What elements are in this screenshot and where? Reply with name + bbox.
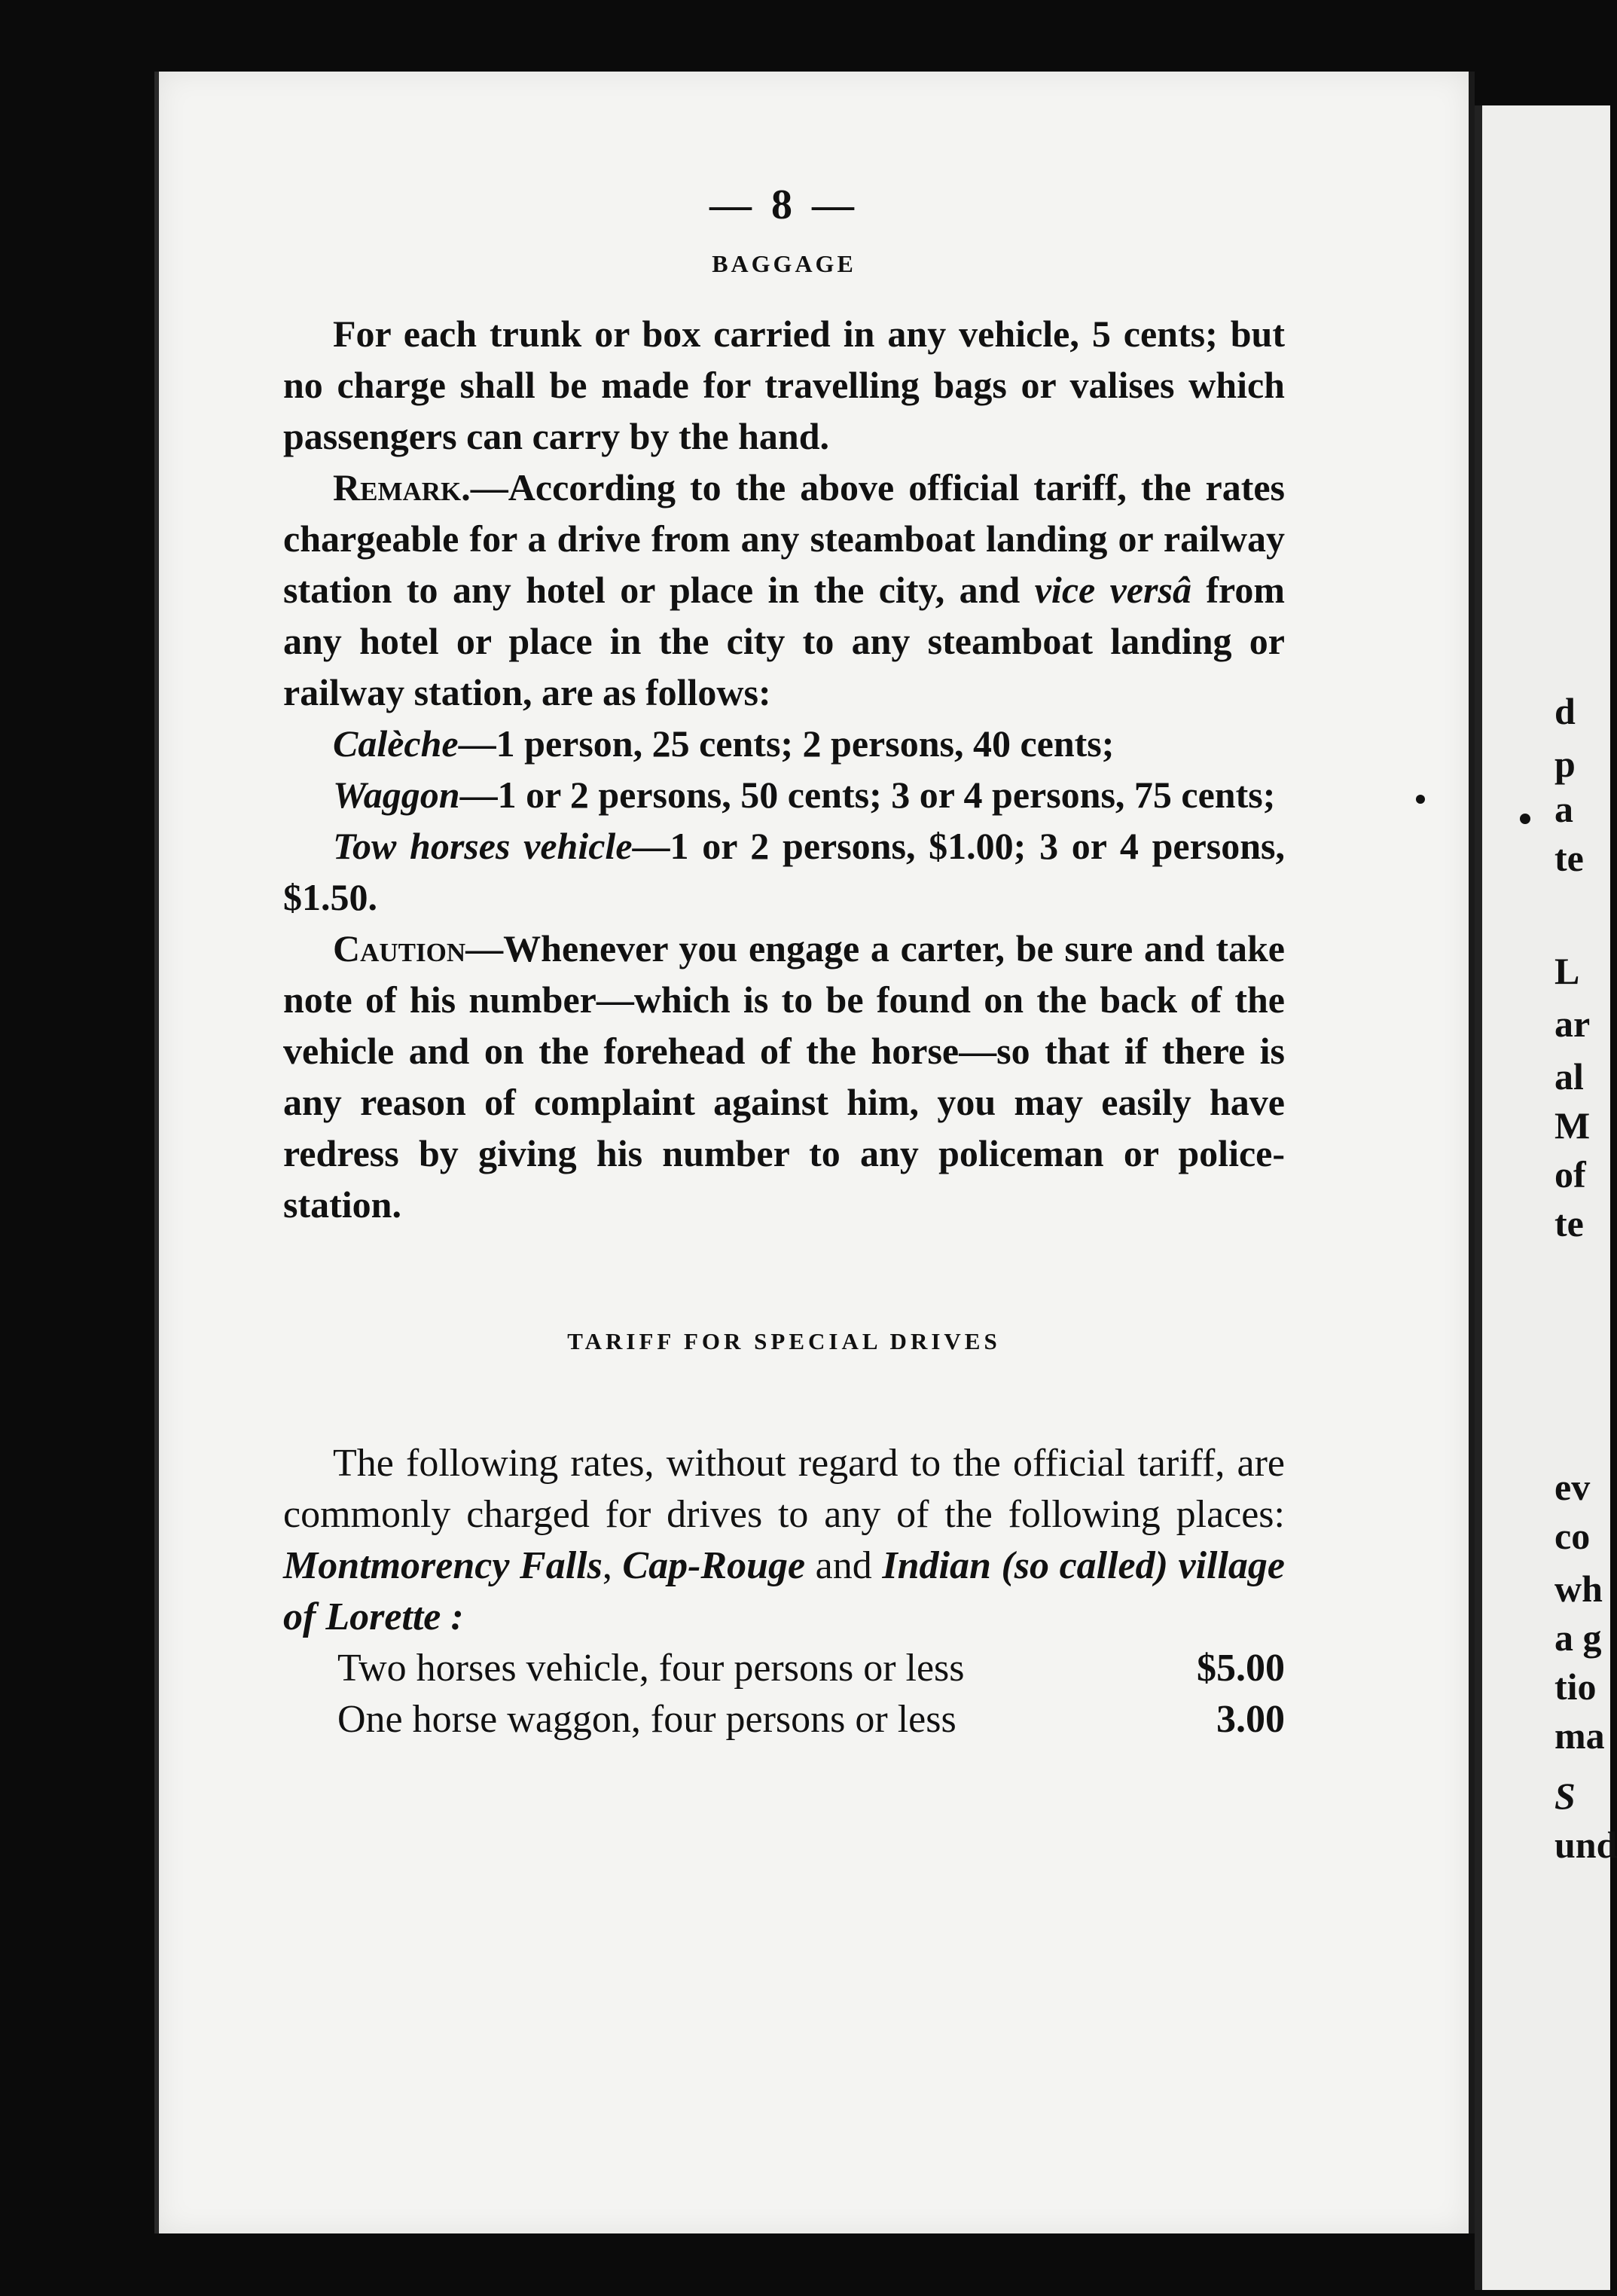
facing-page-fragment: co [1554, 1515, 1591, 1557]
remark-paragraph [283, 462, 1285, 718]
ink-speck [1520, 814, 1530, 824]
tariff-sep: and [805, 1544, 883, 1587]
tariff-heading: TARIFF FOR SPECIAL DRIVES [567, 1328, 1001, 1354]
two-horses-label: Tow horses vehicle [333, 825, 633, 867]
remark-vice-versa: vice versâ [1034, 569, 1191, 611]
special-rate-row [337, 1694, 1285, 1745]
caleche-label: Calèche [333, 722, 459, 765]
caleche-rate [283, 718, 1285, 769]
caution-label: Caution [333, 927, 466, 969]
two-horses-text: —1 or 2 persons, $1.00; 3 or 4 persons, $1.50. [283, 825, 1285, 918]
place-montmorency: Montmorency Falls [283, 1544, 603, 1587]
facing-page [1475, 105, 1617, 2290]
waggon-label: Waggon [333, 774, 460, 816]
page-number: — 8 — [709, 182, 859, 228]
special-rate-price: $5.00 [1197, 1647, 1285, 1690]
facing-page-fragment: te [1554, 1202, 1584, 1244]
facing-page-fragment: ma [1554, 1714, 1605, 1757]
caution-paragraph [283, 923, 1285, 1230]
facing-page-fragment: S [1554, 1775, 1576, 1817]
remark-text-b: from any hotel or place in the city to any steamboat landing or railway station, are as follows: [283, 569, 1285, 713]
remark-label: Remark. [333, 466, 471, 508]
facing-page-fragment: ev [1554, 1466, 1591, 1508]
waggon-rate [283, 769, 1285, 820]
facing-page-fragment: of [1554, 1153, 1586, 1195]
facing-page-fragment: tio [1554, 1666, 1597, 1708]
baggage-paragraph: For each trunk or box carried in any vehicle, 5 cents; but no charge shall be made for travelling bags or valises which passengers can carry by the hand. [283, 313, 1285, 457]
place-cap-rouge: Cap-Rouge [622, 1544, 806, 1587]
caution-text: —Whenever you engage a carter, be sure and take note of his number—which is to be found on the back of the vehicle and on the forehead of the horse—so that if there is any reason of complaint against him, you may easily have redress by giving his number to any policeman or police-station. [283, 927, 1285, 1226]
facing-page-fragment: d [1554, 690, 1576, 732]
facing-page-fragment: a [1554, 788, 1573, 830]
tariff-intro [283, 1438, 1285, 1643]
special-rate-row [337, 1643, 1285, 1694]
tariff-intro-text: The following rates, without regard to the official tariff, are commonly charged for drives to any of the following places: [283, 1442, 1285, 1536]
baggage-heading: BAGGAGE [712, 250, 856, 277]
page-content [283, 181, 1285, 1745]
facing-page-fragment: ar [1554, 1003, 1591, 1045]
two-horses-rate [283, 820, 1285, 923]
special-rate-label: Two horses vehicle, four persons or less [337, 1647, 965, 1690]
special-rate-label: One horse waggon, four persons or less [337, 1698, 956, 1741]
remark-text-a: —According to the above official tariff, the rates chargeable for a drive from any steamboat landing or railway station to any hotel or place in the city, and [283, 466, 1285, 611]
facing-page-fragment: te [1554, 837, 1584, 879]
facing-page-fragment: L [1554, 950, 1580, 992]
place-lorette: Indian (so called) village of Lorette : [283, 1544, 1286, 1638]
caleche-text: —1 person, 25 cents; 2 persons, 40 cents; [458, 722, 1115, 765]
ink-speck [1416, 795, 1425, 804]
facing-page-fragment: p [1554, 743, 1576, 785]
tariff-sep: , [602, 1544, 623, 1587]
facing-page-fragment: wh [1554, 1568, 1603, 1610]
facing-page-fragment: al [1554, 1055, 1584, 1098]
book-gutter [1469, 72, 1475, 2233]
special-rate-price: 3.00 [1216, 1698, 1285, 1741]
facing-page-fragment: a g [1554, 1617, 1602, 1659]
waggon-text: —1 or 2 persons, 50 cents; 3 or 4 persons, 75 cents; [459, 774, 1276, 816]
facing-page-fragment: M [1554, 1104, 1591, 1146]
facing-page-fragment: und [1554, 1824, 1617, 1866]
